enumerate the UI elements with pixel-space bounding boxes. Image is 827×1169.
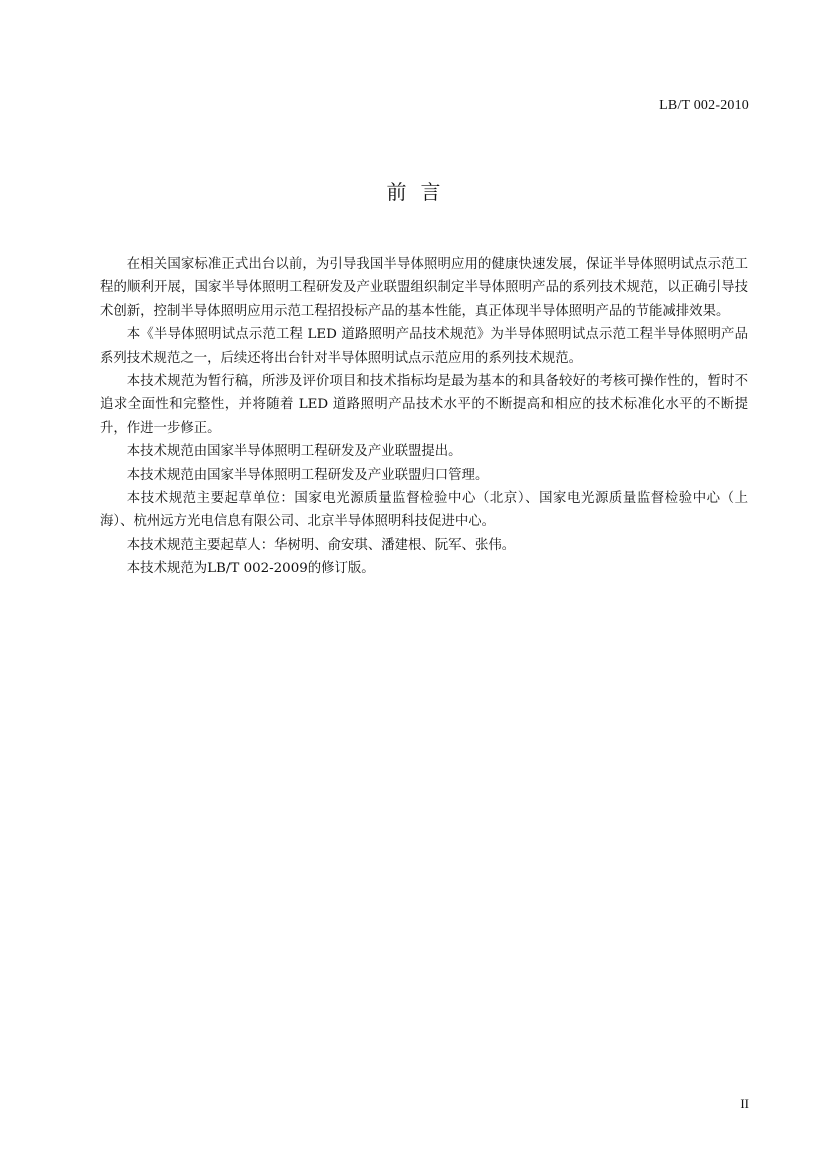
paragraph-proposer: 本技术规范由国家半导体照明工程研发及产业联盟提出。 bbox=[126, 444, 462, 460]
paragraph-management: 本技术规范由国家半导体照明工程研发及产业联盟归口管理。 bbox=[126, 467, 489, 483]
paragraph-draft-status: 本技术规范为暂行稿，所涉及评价项目和技术指标均是最为基本的和具备较好的考核可操作性的，暂时不追求全面性和完整性，并将随着 LED 道路照明产品技术水平的不断提高和相应的技术标准化水平的不断提升，作进一步修正。 bbox=[100, 374, 748, 436]
paragraph-purpose: 在相关国家标准正式出台以前，为引导我国半导体照明应用的健康快速发展，保证半导体照明试点示范工程的顺利开展，国家半导体照明工程研发及产业联盟组织制定半导体照明产品的系列技术规范，以正确引导技术创新，控制半导体照明应用示范工程招投标产品的基本性能，真正体现半导体照明产品的节能减排效果。 bbox=[100, 257, 748, 319]
document-code: LB/T 002-2010 bbox=[659, 98, 749, 113]
foreword-body bbox=[100, 253, 748, 581]
paragraph-series: 本《半导体照明试点示范工程 LED 道路照明产品技术规范》为半导体照明试点示范工程半导体照明产品系列技术规范之一，后续还将出台针对半导体照明试点示范应用的系列技术规范。 bbox=[100, 327, 748, 366]
paragraph-drafters: 本技术规范主要起草人：华树明、俞安琪、潘建根、阮军、张伟。 bbox=[126, 537, 516, 553]
paragraph-drafting-units: 本技术规范主要起草单位：国家电光源质量监督检验中心（北京）、国家电光源质量监督检验中心（上海）、杭州远方光电信息有限公司、北京半导体照明科技促进中心。 bbox=[100, 491, 748, 530]
page-number: II bbox=[740, 1096, 749, 1111]
paragraph-revision: 本技术规范为LB/T 002-2009的修订版。 bbox=[126, 561, 375, 577]
page-title: 前言 bbox=[386, 180, 455, 204]
